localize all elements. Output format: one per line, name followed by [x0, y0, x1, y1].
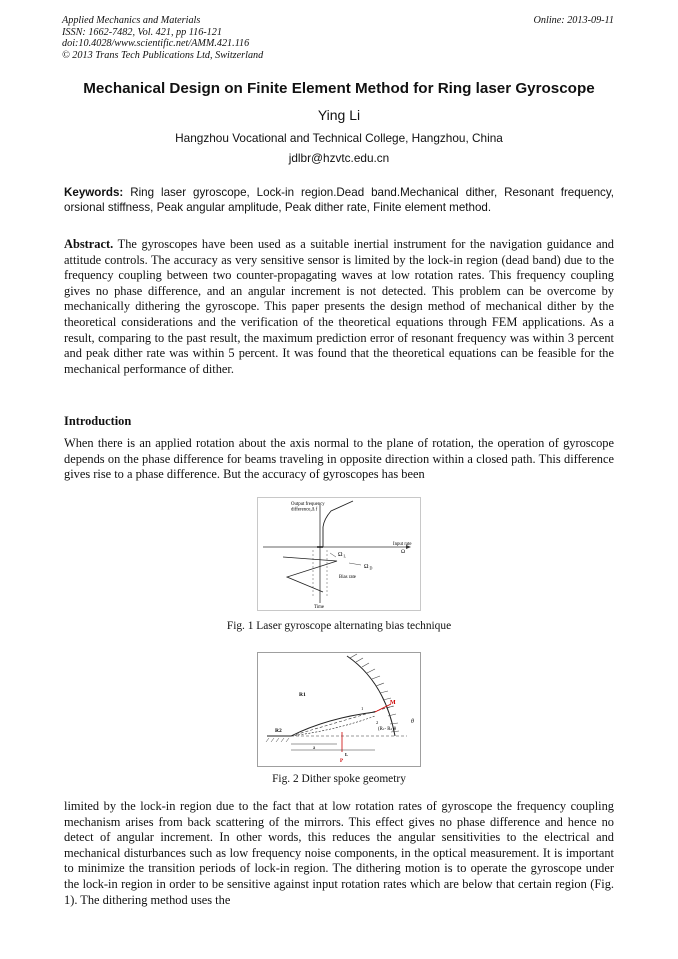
paper-title: Mechanical Design on Finite Element Method for Ring laser Gyroscope: [83, 80, 595, 97]
fig2-m-label: M: [390, 700, 396, 706]
figure-2-caption: Fig. 2 Dither spoke geometry: [272, 773, 406, 785]
introduction-heading: Introduction: [64, 414, 132, 428]
keywords-text: Ring laser gyroscope, Lock-in region.Dead band.Mechanical dither, Resonant frequency, orsional stiffness, Peak angular amplitude, Peak dither rate, Finite element method.: [64, 186, 614, 215]
fig1-x-symbol: Ω: [401, 549, 406, 555]
online-date: Online: 2013-09-11: [533, 15, 614, 26]
fig2-point-2: 2: [376, 720, 379, 725]
fig2-p-label: P: [340, 759, 344, 764]
introduction-paragraph-1: When there is an applied rotation about the axis normal to the plane of rotation, the operation of gyroscope depends on the phase difference for beams traveling in opposite direction within a closed path. This difference gives rise to a phase difference. But the accuracy of gyroscopes has been: [64, 436, 614, 482]
introduction-paragraph-2: limited by the lock-in region due to the fact that at low rotation rates of gyroscope the frequency coupling mechanism arises from back scattering of the mirrors. This effect gives no phase difference and hence no detect of angular increment. In other words, this reduces the angular sensitivities to the electrical and mechanical disturbances such as low frequency noise components, in the optical measurement. It is important to minimize the transition periods of lock-in region. The dithering motion is to operate the gyroscope under the lock-in region in order to be sensitive against input rotation rates which are below that certain region (Fig. 1). The dithering method uses the: [64, 799, 614, 907]
fig2-a-label: a: [313, 746, 316, 751]
figure-1-caption: Fig. 1 Laser gyroscope alternating bias technique: [226, 620, 452, 632]
journal-header: [62, 15, 614, 61]
abstract-block: [64, 237, 614, 377]
abstract-text: The gyroscopes have been used as a suitable inertial instrument for the navigation guidance and attitude controls. The accuracy as very sensitive sensor is limited by the lock-in region (dead band) due to the frequency coupling between two counter-propagating waves at low rotation rates. This frequency coupling gives no phase difference, and an angular increment is not detected. This problem can be overcome by mechanically dithering the gyroscope. This paper presents the design method of mechanical dither by the theoretical considerations and the verification of the theoretical equations through FEM applications. As a result, comparing to the past result, the maximum prediction error of resonant frequency was within 3 percent and peak dither rate was within 5 percent. It was found that the theoretical equations can be feasible for the mechanical performance of dither.: [64, 237, 614, 376]
author-name: Ying Li: [317, 107, 361, 123]
fig2-r2-label: R2: [275, 728, 282, 734]
abstract-label: Abstract.: [64, 237, 114, 251]
keywords-label: Keywords:: [64, 186, 124, 199]
journal-name: Applied Mechanics and Materials: [62, 15, 201, 26]
figure-2-spoke-geometry: [257, 652, 421, 767]
fig2-l-label: L: [345, 752, 349, 757]
fig2-theta-label: θ: [411, 719, 414, 725]
copyright-line: © 2013 Trans Tech Publications Ltd, Switzerland: [62, 49, 264, 61]
fig1-x-label: Input rate: [393, 542, 412, 547]
fig1-y-label: Output frequency: [291, 502, 325, 507]
fig1-bias-label: Bias rate: [339, 575, 356, 580]
fig1-omega-l-sub: L: [343, 553, 346, 559]
figure-1-bias-diagram: [257, 497, 421, 611]
fig1-y-label-2: difference,Δ f: [291, 507, 318, 513]
fig1-time-label: Time: [314, 605, 324, 610]
fig2-point-1: 1: [361, 706, 364, 711]
author-affiliation: Hangzhou Vocational and Technical College, Hangzhou, China: [175, 131, 503, 145]
issn-line: ISSN: 1662-7482, Vol. 421, pp 116-121: [62, 26, 222, 38]
fig1-omega-l: Ω: [338, 552, 343, 558]
doi-line: doi:10.4028/www.scientific.net/AMM.421.116: [62, 38, 250, 50]
keywords-block: [64, 185, 614, 215]
fig2-diff-label: (R1- R2)θ: [378, 727, 397, 732]
fig2-r1-label: R1: [299, 692, 306, 698]
fig1-omega-d: Ω: [364, 564, 369, 570]
fig1-omega-d-sub: D: [369, 565, 373, 571]
author-email: jdlbr@hzvtc.edu.cn: [288, 151, 390, 165]
